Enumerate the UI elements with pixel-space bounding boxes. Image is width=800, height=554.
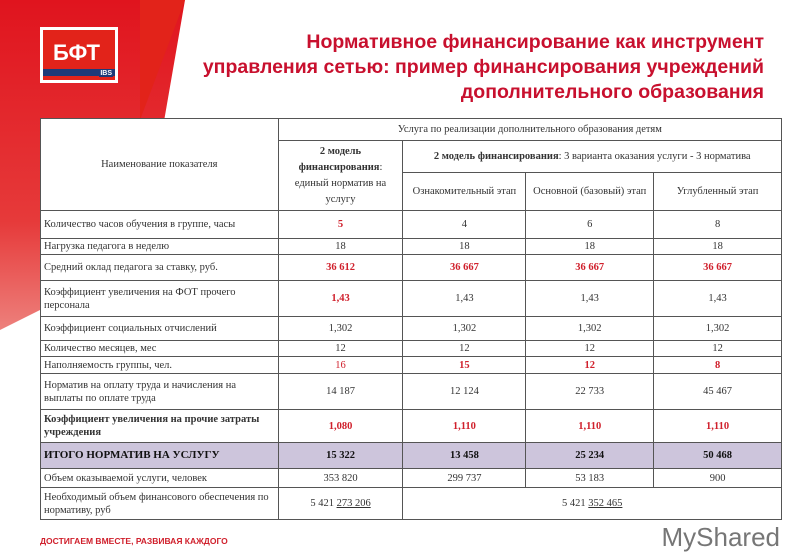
row-value: 36 667 bbox=[403, 255, 526, 281]
row-value: 1,110 bbox=[526, 410, 654, 443]
footer-slogan: ДОСТИГАЕМ ВМЕСТЕ, РАЗВИВАЯ КАЖДОГО bbox=[40, 536, 228, 546]
row-value: 1,110 bbox=[654, 410, 782, 443]
row-value: 5 bbox=[278, 211, 403, 239]
title-line: Нормативное финансирование как инструмент bbox=[306, 31, 764, 53]
header-indicator: Наименование показателя bbox=[41, 119, 279, 211]
title-line: дополнительного образования bbox=[460, 81, 764, 103]
row-value: 18 bbox=[526, 239, 654, 255]
row-value: 45 467 bbox=[654, 374, 782, 410]
row-value: 6 bbox=[526, 211, 654, 239]
bft-logo bbox=[40, 27, 118, 83]
row-value: 50 468 bbox=[654, 443, 782, 469]
value-part: 5 421 bbox=[562, 498, 589, 509]
row-value: 12 bbox=[278, 341, 403, 357]
row-value: 18 bbox=[278, 239, 403, 255]
row-value: 14 187 bbox=[278, 374, 403, 410]
header-stage: Ознакомительный этап bbox=[403, 173, 526, 211]
row-label: Коэффициент увеличения на ФОТ прочего персонала bbox=[41, 281, 279, 317]
row-value: 1,302 bbox=[654, 317, 782, 341]
row-value: 1,43 bbox=[278, 281, 403, 317]
row-value: 36 612 bbox=[278, 255, 403, 281]
table-row bbox=[41, 211, 782, 239]
row-value: 18 bbox=[654, 239, 782, 255]
table-row bbox=[41, 469, 782, 488]
logo-text: БФТ bbox=[53, 40, 100, 65]
row-value: 900 bbox=[654, 469, 782, 488]
row-value: 8 bbox=[654, 357, 782, 374]
model2-rest: : 3 варианта оказания услуги - 3 норматива bbox=[558, 151, 751, 162]
table-row bbox=[41, 357, 782, 374]
row-value: 53 183 bbox=[526, 469, 654, 488]
row-value: 1,43 bbox=[403, 281, 526, 317]
row-label: Коэффициент увеличения на прочие затраты учреждения bbox=[41, 410, 279, 443]
row-label: Количество месяцев, мес bbox=[41, 341, 279, 357]
row-label: Наполняемость группы, чел. bbox=[41, 357, 279, 374]
table-row bbox=[41, 317, 782, 341]
row-value: 1,302 bbox=[526, 317, 654, 341]
table-row bbox=[41, 341, 782, 357]
row-label: Коэффициент социальных отчислений bbox=[41, 317, 279, 341]
table-row bbox=[41, 374, 782, 410]
logo-sub: IBS bbox=[100, 70, 112, 77]
header-service: Услуга по реализации дополнительного образования детям bbox=[278, 119, 781, 141]
model1-rest: : единый норматив на услугу bbox=[294, 161, 387, 205]
row-value: 12 bbox=[654, 341, 782, 357]
header-stage: Основной (базовый) этап bbox=[526, 173, 654, 211]
watermark: MyShared bbox=[661, 522, 780, 552]
row-value: 1,302 bbox=[403, 317, 526, 341]
row-label: Норматив на оплату труда и начисления на выплаты по оплате труда bbox=[41, 374, 279, 410]
row-label: Объем оказываемой услуги, человек bbox=[41, 469, 279, 488]
row-value bbox=[278, 488, 403, 520]
row-value: 12 bbox=[526, 357, 654, 374]
row-value: 353 820 bbox=[278, 469, 403, 488]
row-label: Количество часов обучения в группе, часы bbox=[41, 211, 279, 239]
header-model1 bbox=[278, 141, 403, 211]
row-value: 36 667 bbox=[654, 255, 782, 281]
row-value: 12 bbox=[403, 341, 526, 357]
row-value: 25 234 bbox=[526, 443, 654, 469]
header-model2 bbox=[403, 141, 782, 173]
row-label: Необходимый объем финансового обеспечения по нормативу, руб bbox=[41, 488, 279, 520]
row-value: 15 bbox=[403, 357, 526, 374]
table-row bbox=[41, 239, 782, 255]
row-value: 36 667 bbox=[526, 255, 654, 281]
value-part: 352 465 bbox=[588, 498, 623, 509]
row-value: 12 bbox=[526, 341, 654, 357]
value-part: 273 206 bbox=[336, 498, 371, 509]
row-value: 1,080 bbox=[278, 410, 403, 443]
row-label: Средний оклад педагога за ставку, руб. bbox=[41, 255, 279, 281]
row-value: 13 458 bbox=[403, 443, 526, 469]
row-label: ИТОГО НОРМАТИВ НА УСЛУГУ bbox=[41, 443, 279, 469]
table-row-final bbox=[41, 488, 782, 520]
row-value: 1,110 bbox=[403, 410, 526, 443]
value-part: 5 421 bbox=[310, 498, 337, 509]
slide-title bbox=[164, 30, 764, 105]
row-value: 1,43 bbox=[526, 281, 654, 317]
header-stage: Углубленный этап bbox=[654, 173, 782, 211]
model1-bold: 2 модель финансирования bbox=[298, 145, 380, 173]
table-row bbox=[41, 443, 782, 469]
row-value: 12 124 bbox=[403, 374, 526, 410]
row-value bbox=[403, 488, 782, 520]
row-value: 1,43 bbox=[654, 281, 782, 317]
row-value: 18 bbox=[403, 239, 526, 255]
table-row bbox=[41, 281, 782, 317]
title-line: управления сетью: пример финансирования учреждений bbox=[202, 56, 764, 78]
financing-table bbox=[40, 118, 782, 520]
row-value: 4 bbox=[403, 211, 526, 239]
table-row bbox=[41, 410, 782, 443]
model2-bold: 2 модель финансирования bbox=[433, 151, 559, 162]
row-label: Нагрузка педагога в неделю bbox=[41, 239, 279, 255]
row-value: 299 737 bbox=[403, 469, 526, 488]
row-value: 15 322 bbox=[278, 443, 403, 469]
row-value: 8 bbox=[654, 211, 782, 239]
row-value: 22 733 bbox=[526, 374, 654, 410]
row-value: 1,302 bbox=[278, 317, 403, 341]
row-value: 16 bbox=[278, 357, 403, 374]
table-row bbox=[41, 255, 782, 281]
